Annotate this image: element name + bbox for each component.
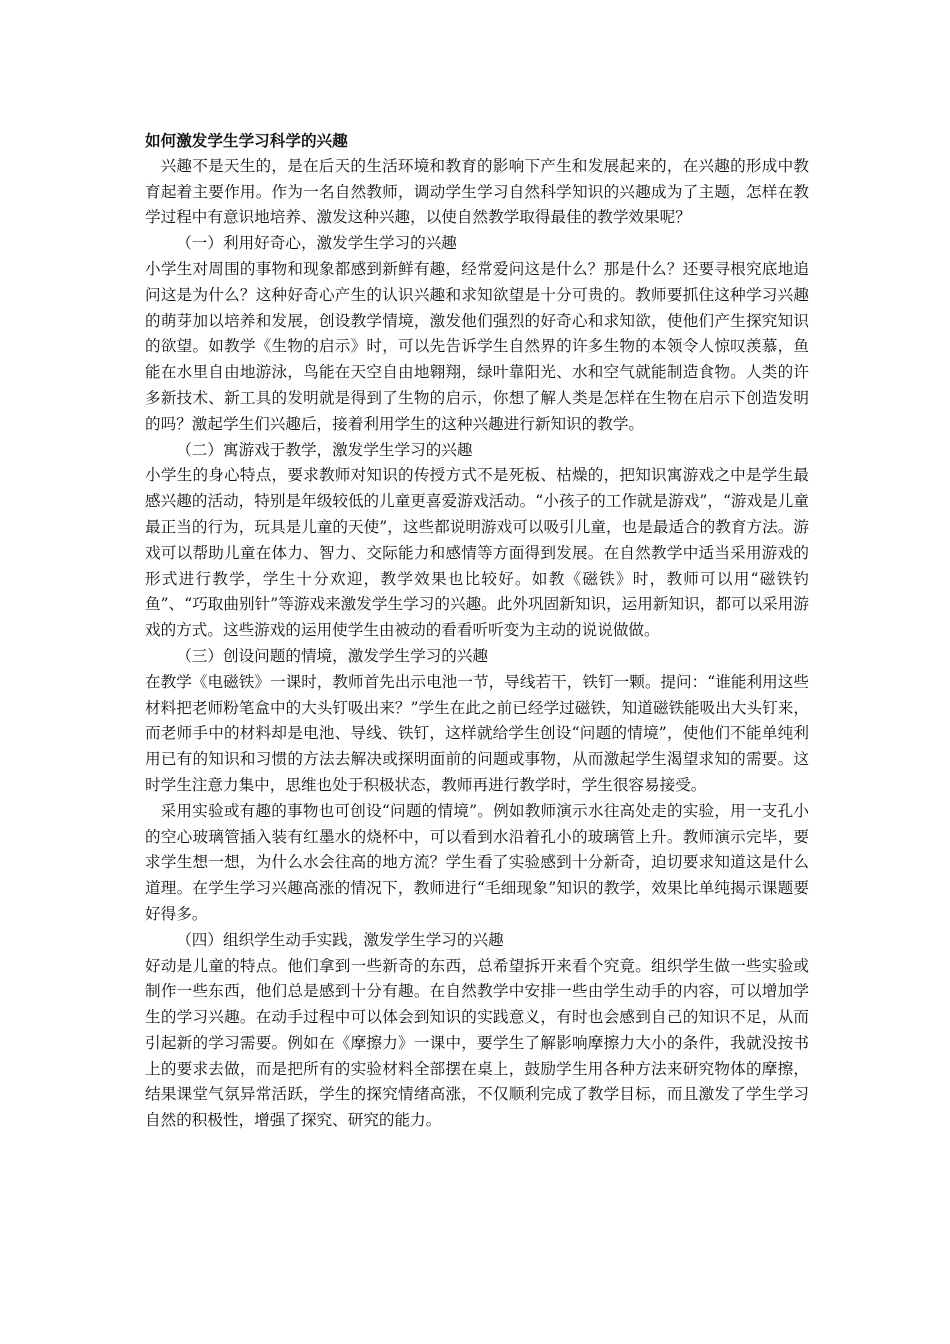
document-page	[145, 128, 809, 1134]
section-1-paragraph-1: 小学生对周围的事物和现象都感到新鲜有趣，经常爱问这是什么？那是什么？还要寻根究底地追问这是为什么？这种好奇心产生的认识兴趣和求知欲望是十分可贵的。教师要抓住这种学习兴趣的萌芽加以培养和发展，创设教学情境，激发他们强烈的好奇心和求知欲，使他们产生探究知识的欲望。如教学《生物的启示》时，可以先告诉学生自然界的许多生物的本领令人惊叹羡慕，鱼能在水里自由地游泳，鸟能在天空自由地翱翔，绿叶靠阳光、水和空气就能制造食物。人类的许多新技术、新工具的发明就是得到了生物的启示，你想了解人类是怎样在生物在启示下创造发明的吗？激起学生们兴趣后，接着利用学生的这种兴趣进行新知识的教学。	[145, 259, 809, 433]
section-3-paragraph-2: 采用实验或有趣的事物也可创设“问题的情境”。例如教师演示水往高处走的实验，用一支孔小的空心玻璃管插入装有红墨水的烧杯中，可以看到水沿着孔小的玻璃管上升。教师演示完毕，要求学生想一想，为什么水会往高的地方流？学生看了实验感到十分新奇，迫切要求知道这是什么道理。在学生学习兴趣高涨的情况下，教师进行“毛细现象”知识的教学，效果比单纯揭示课题要好得多。	[145, 801, 809, 923]
section-heading-1: （一）利用好奇心，激发学生学习的兴趣	[176, 234, 457, 253]
section-4-paragraph-1: 好动是儿童的特点。他们拿到一些新奇的东西，总希望拆开来看个究竟。组织学生做一些实验或制作一些东西，他们总是感到十分有趣。在自然教学中安排一些由学生动手的内容，可以增加学生的学习兴趣。在动手过程中可以体会到知识的实践意义，有时也会感到自己的知识不足，从而引起新的学习需要。例如在《摩擦力》一课中，要学生了解影响摩擦力大小的条件，我就没按书上的要求去做，而是把所有的实验材料全部摆在桌上，鼓励学生用各种方法来研究物体的摩擦，结果课堂气氛异常活跃，学生的探究情绪高涨，不仅顺利完成了教学目标，而且激发了学生学习自然的积极性，增强了探究、研究的能力。	[145, 956, 809, 1130]
section-heading-2: （二）寓游戏于教学，激发学生学习的兴趣	[176, 440, 473, 459]
document-title: 如何激发学生学习科学的兴趣	[145, 131, 348, 150]
intro-paragraph: 兴趣不是天生的，是在后天的生活环境和教育的影响下产生和发展起来的，在兴趣的形成中教育起着主要作用。作为一名自然教师，调动学生学习自然科学知识的兴趣成为了主题，怎样在教学过程中有意识地培养、激发这种兴趣，以使自然教学取得最佳的教学效果呢？	[145, 156, 809, 227]
section-heading-3: （三）创设问题的情境，激发学生学习的兴趣	[176, 646, 489, 665]
section-heading-4: （四）组织学生动手实践，激发学生学习的兴趣	[176, 930, 504, 949]
section-2-paragraph-1: 小学生的身心特点，要求教师对知识的传授方式不是死板、枯燥的，把知识寓游戏之中是学生最感兴趣的活动，特别是年级较低的儿童更喜爱游戏活动。“小孩子的工作就是游戏”，“游戏是儿童最正当的行为，玩具是儿童的天使”，这些都说明游戏可以吸引儿童，也是最适合的教育方法。游戏可以帮助儿童在体力、智力、交际能力和感情等方面得到发展。在自然教学中适当采用游戏的形式进行教学，学生十分欢迎，教学效果也比较好。如教《磁铁》时，教师可以用“磁铁钓鱼”、“巧取曲别针”等游戏来激发学生学习的兴趣。此外巩固新知识，运用新知识，都可以采用游戏的方式。这些游戏的运用使学生由被动的看看听听变为主动的说说做做。	[145, 466, 809, 640]
section-3-paragraph-1: 在教学《电磁铁》一课时，教师首先出示电池一节，导线若干，铁钉一颗。提问：“谁能利用这些材料把老师粉笔盒中的大头钉吸出来？”学生在此之前已经学过磁铁，知道磁铁能吸出大头钉来，而老师手中的材料却是电池、导线、铁钉，这样就给学生创设“问题的情境”，使他们不能单纯利用已有的知识和习惯的方法去解决或探明面前的问题或事物，从而激起学生渴望求知的需要。这时学生注意力集中，思维也处于积极状态，教师再进行教学时，学生很容易接受。	[145, 672, 809, 794]
